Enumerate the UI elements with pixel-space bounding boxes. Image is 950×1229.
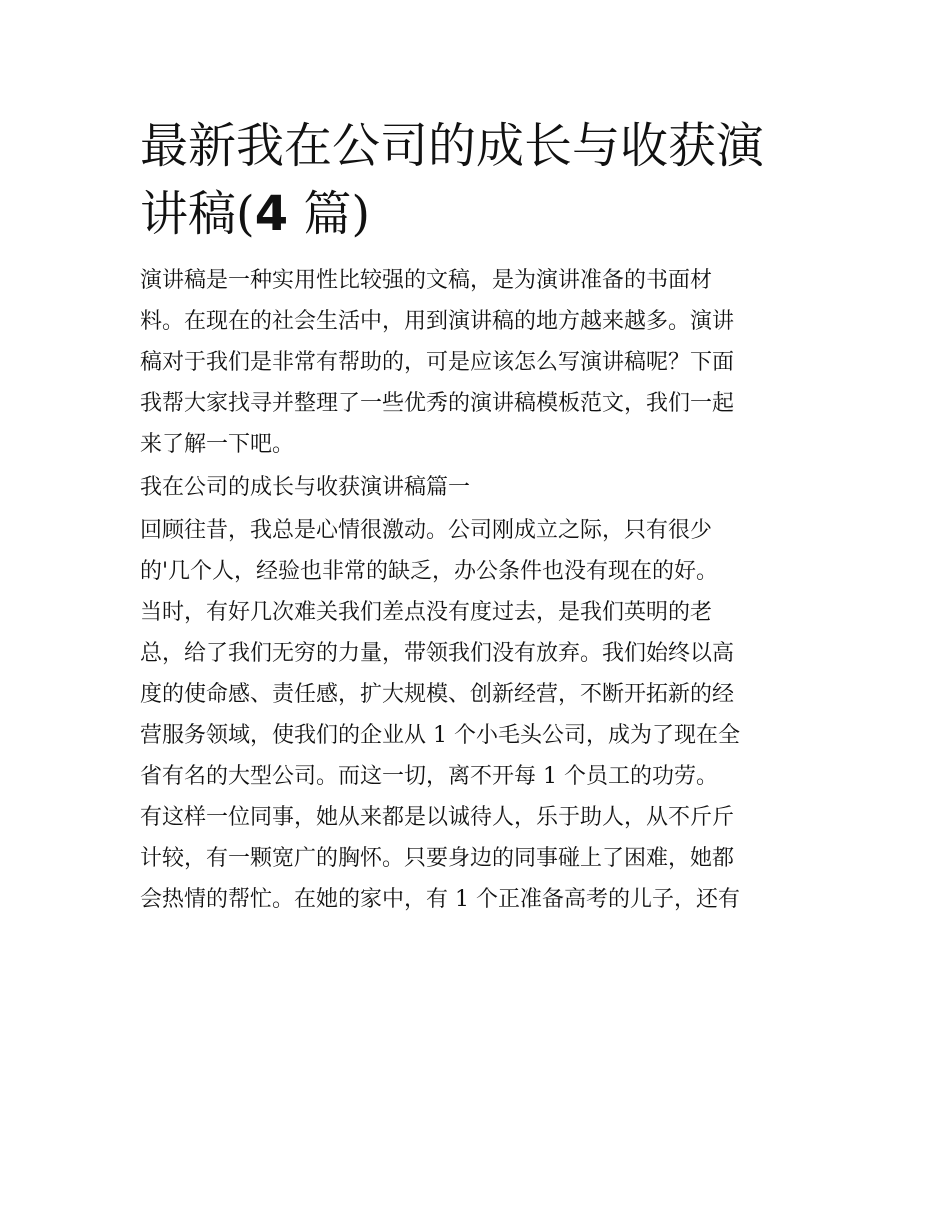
document-body [140, 112, 815, 920]
intro-line: 演讲稿是一种实用性比较强的文稿，是为演讲准备的书面材 [140, 268, 713, 293]
body-line: 有这样一位同事，她从来都是以诚待人，乐于助人，从不斤斤 [140, 805, 735, 830]
title-line-1: 最新我在公司的成长与收获演 [140, 118, 765, 174]
body-line: 的'几个人，经验也非常的缺乏，办公条件也没有现在的好。 [140, 559, 719, 584]
intro-paragraph [140, 260, 815, 465]
body-line: 营服务领域，使我们的企业从 1 个小毛头公司，成为了现在全 [140, 723, 740, 748]
body-line: 省有名的大型公司。而这一切，离不开每 1 个员工的功劳。 [140, 764, 718, 789]
document-title [140, 112, 815, 248]
intro-line: 稿对于我们是非常有帮助的，可是应该怎么写演讲稿呢？下面 [140, 350, 735, 375]
body-line: 计较，有一颗宽广的胸怀。只要身边的同事碰上了困难，她都 [140, 846, 735, 871]
body-line: 度的使命感、责任感，扩大规模、创新经营，不断开拓新的经 [140, 682, 735, 707]
body-line: 会热情的帮忙。在她的家中，有 1 个正准备高考的儿子，还有 [140, 887, 740, 912]
title-line-2a: 讲稿( [140, 186, 255, 242]
body-paragraph-1 [140, 510, 815, 797]
section-heading: 我在公司的成长与收获演讲稿篇一 [140, 475, 471, 500]
body-line: 当时，有好几次难关我们差点没有度过去，是我们英明的老 [140, 600, 713, 625]
title-line-2b: 篇) [288, 186, 371, 242]
intro-line: 料。在现在的社会生活中，用到演讲稿的地方越来越多。演讲 [140, 309, 735, 334]
intro-line: 来了解一下吧。 [140, 432, 295, 457]
title-line-2-number: 4 [254, 186, 289, 242]
body-line: 回顾往昔，我总是心情很激动。公司刚成立之际，只有很少 [140, 518, 713, 543]
body-paragraph-2 [140, 797, 815, 920]
intro-line: 我帮大家找寻并整理了一些优秀的演讲稿模板范文，我们一起 [140, 391, 735, 416]
body-line: 总，给了我们无穷的力量，带领我们没有放弃。我们始终以高 [140, 641, 735, 666]
